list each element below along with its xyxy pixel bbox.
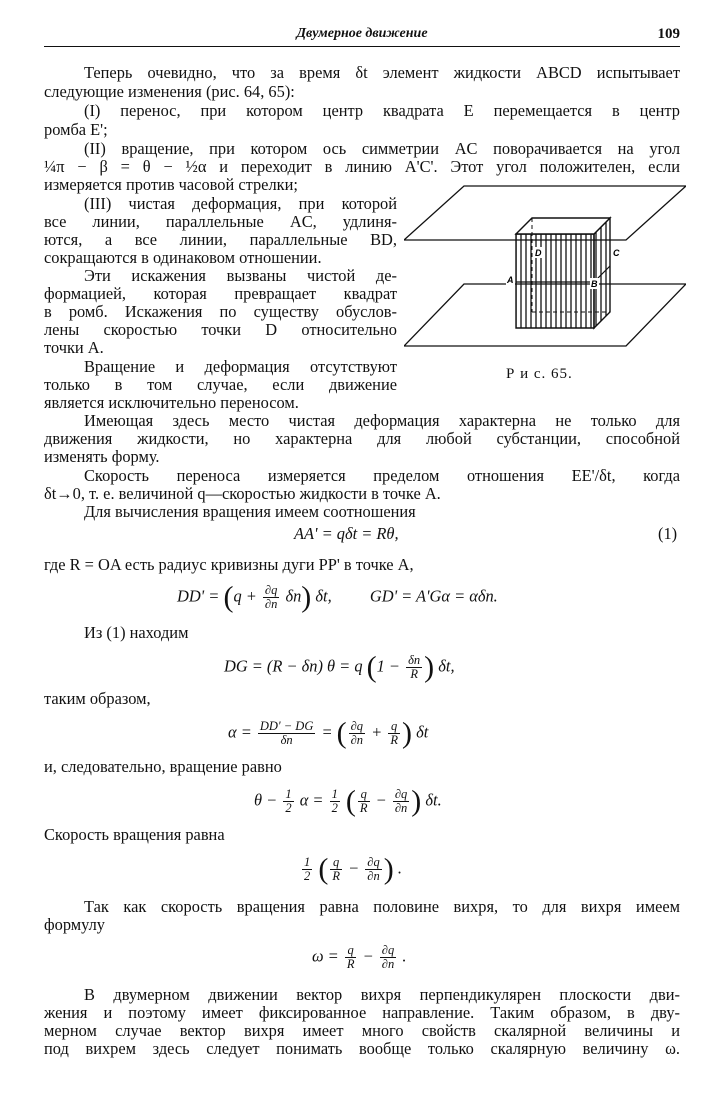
equation-2: DD' = (q + $\frac{\partial q}{\partial n}$ δn) δt, GD' = A'Gα = αδn.	[177, 580, 498, 614]
point-label-a: A	[507, 275, 514, 285]
eq-part: DD' =	[177, 586, 220, 606]
text-line: формацией, которая превращает квадрат	[44, 284, 397, 303]
frac-num: q	[345, 944, 357, 958]
fraction	[330, 856, 342, 883]
text-line: Имеющая здесь место чистая деформация характерна не только для	[84, 411, 680, 430]
frac-den: ∂n	[367, 869, 380, 883]
eq-part: δt.	[425, 790, 442, 810]
text-line: Скорость переноса измеряется пределом отношения EE'/δt, когда	[84, 466, 680, 485]
equation-7	[312, 944, 406, 971]
frac-den: 2	[331, 801, 338, 815]
frac-num: 1	[285, 787, 292, 801]
eq-part: δt	[416, 722, 429, 742]
equation-6: $\frac{1}{2}$ ( $\frac{q}{R}$ − $\frac{\partial q}{\partial n}$ ) .	[304, 852, 402, 886]
box-front-face	[516, 234, 594, 328]
fraction	[358, 788, 370, 815]
eq-part: −	[348, 858, 360, 878]
text-line: (II) вращение, при котором ось симметрии AC поворачивается на угол	[84, 139, 680, 158]
eq-part: δn	[285, 586, 302, 606]
text-line: жения и поэтому имеет фиксированное направление. Таким образом, в дву-	[44, 1003, 680, 1022]
text-line: Из (1) находим	[84, 623, 189, 642]
eq-part: .	[402, 946, 407, 966]
text-line: является исключительно переносом.	[44, 393, 299, 412]
eq-part: δt,	[315, 586, 332, 606]
fraction	[330, 788, 340, 815]
frac-num: ∂q	[264, 583, 278, 597]
frac-den: R	[346, 957, 355, 971]
text-line: мерном случае вектор вихря имеет много свойств скалярной величины и	[44, 1021, 680, 1040]
running-header	[44, 26, 680, 47]
fraction	[283, 788, 293, 815]
eq-part: α =	[299, 790, 324, 810]
text-line: сокращаются в одинаковом отношении.	[44, 248, 322, 267]
frac-num: ∂q	[367, 855, 380, 869]
figure-65-parallelepiped	[404, 178, 686, 358]
frac-den: ∂n	[264, 597, 278, 611]
frac-num: ∂q	[394, 787, 408, 801]
eq-part: ω =	[312, 946, 339, 966]
fraction	[380, 944, 396, 971]
eq-part: θ −	[254, 790, 278, 810]
frac-num: ∂q	[381, 943, 395, 957]
frac-den: δn	[280, 733, 293, 747]
text-line: Вращение и деформация отсутствуют	[84, 357, 397, 376]
text-line: и, следовательно, вращение равно	[44, 757, 282, 776]
text-line: изменять форму.	[44, 447, 160, 466]
text-line: где R = OA есть радиус кривизны дуги PP' в точке A,	[44, 555, 414, 574]
frac-num: 1	[331, 787, 338, 801]
eq-part: −	[375, 790, 387, 810]
eq-part: +	[371, 722, 383, 742]
fraction	[349, 720, 365, 747]
text-line: лены скоростью точки D относительно	[44, 320, 397, 339]
text-line: Так как скорость вращения равна половине вихря, то для вихря имеем	[84, 897, 680, 916]
text-line: измеряется против часовой стрелки;	[44, 175, 298, 194]
eq-part: 1 −	[376, 656, 400, 676]
text-line: Для вычисления вращения имеем соотношения	[84, 502, 416, 521]
text-line: точки A.	[44, 338, 104, 357]
frac-num: DD' − DG	[259, 719, 314, 733]
fraction	[406, 654, 422, 681]
fraction	[393, 788, 409, 815]
equation-number: (1)	[658, 524, 678, 543]
point-label-c: C	[613, 248, 620, 258]
frac-den: 2	[304, 869, 311, 883]
page-number: 109	[657, 26, 680, 42]
frac-num: δn	[408, 653, 421, 667]
fraction	[302, 856, 312, 883]
text-line: в ромб. Искажения по существу обуслов-	[44, 302, 397, 321]
text-line: ¼π − β = θ − ½α и переходит в линию A'C'. Этот угол положителен, если	[44, 157, 680, 176]
text-line: Скорость вращения равна	[44, 825, 225, 844]
header-title: Двумерное движение	[296, 26, 428, 41]
text-line: Теперь очевидно, что за время δt элемент жидкости ABCD испытывает	[84, 63, 680, 82]
equation-4: α = $\frac{DD' - DG}{\delta n}$ = ( $\frac{\partial q}{\partial n}$ + $\frac{q}{R}$ ) δt	[228, 716, 429, 750]
frac-num: q	[358, 788, 370, 802]
eq-part: GD' = A'Gα = αδn.	[369, 586, 498, 606]
fraction	[365, 856, 381, 883]
text-line: следующие изменения (рис. 64, 65):	[44, 82, 295, 101]
eq-part: δt,	[438, 656, 455, 676]
text-line: ются, а все линии, параллельные BD,	[44, 230, 397, 249]
frac-den: ∂n	[381, 957, 395, 971]
frac-den: R	[359, 801, 368, 815]
eq-part: DG = (R − δn) θ = q	[224, 656, 363, 676]
text-line: все линии, параллельные AC, удлиня-	[44, 212, 397, 231]
box-top-face	[516, 218, 610, 234]
frac-den: ∂n	[350, 733, 364, 747]
frac-den: R	[332, 869, 340, 883]
eq-part: .	[397, 858, 402, 878]
frac-den: 2	[285, 801, 292, 815]
frac-den: R	[390, 733, 398, 747]
equation-1: AA' = qδt = Rθ,	[294, 524, 399, 543]
text-line: (I) перенос, при котором центр квадрата E перемещается в центр	[84, 101, 680, 120]
text-line: под вихрем здесь следует понимать вообще только скалярную величину ω.	[44, 1039, 680, 1058]
eq-part: α =	[228, 722, 252, 742]
frac-den: R	[410, 667, 418, 681]
text-line: таким образом,	[44, 689, 151, 708]
eq-part: =	[321, 722, 333, 742]
text-line: формулу	[44, 915, 105, 934]
frac-num: q	[388, 720, 400, 734]
fraction	[388, 720, 400, 747]
text-line: движения жидкости, но характерна для любой субстанции, способной	[44, 429, 680, 448]
figure-caption: Р и с. 65.	[506, 366, 573, 382]
point-label-b: B	[591, 279, 598, 289]
text-line: В двумерном движении вектор вихря перпендикулярен плоскости дви-	[84, 985, 680, 1004]
text-line: только в том случае, если движение	[44, 375, 397, 394]
fraction	[258, 720, 315, 747]
eq-part: q +	[233, 586, 257, 606]
equation-5: θ − $\frac{1}{2}$ α = $\frac{1}{2}$ ( $\frac{q}{R}$ − $\frac{\partial q}{\partial n}$ ) δt.	[254, 784, 442, 818]
fraction	[345, 944, 357, 971]
equation-3: DG = (R − δn) θ = q (1 − $\frac{\delta n}{R}$ ) δt,	[224, 650, 455, 684]
eq-part: −	[362, 946, 374, 966]
frac-num: q	[330, 856, 342, 870]
fraction	[263, 584, 279, 611]
point-label-d: D	[535, 248, 542, 258]
frac-num: ∂q	[350, 719, 364, 733]
text-line: δt→0, т. е. величиной q—скоростью жидкости в точке A.	[44, 484, 441, 503]
text-line: (III) чистая деформация, при которой	[84, 194, 397, 213]
frac-den: ∂n	[394, 801, 408, 815]
text-line: Эти искажения вызваны чистой де-	[84, 266, 397, 285]
text-line: ромба E';	[44, 120, 108, 139]
frac-num: 1	[304, 855, 311, 869]
